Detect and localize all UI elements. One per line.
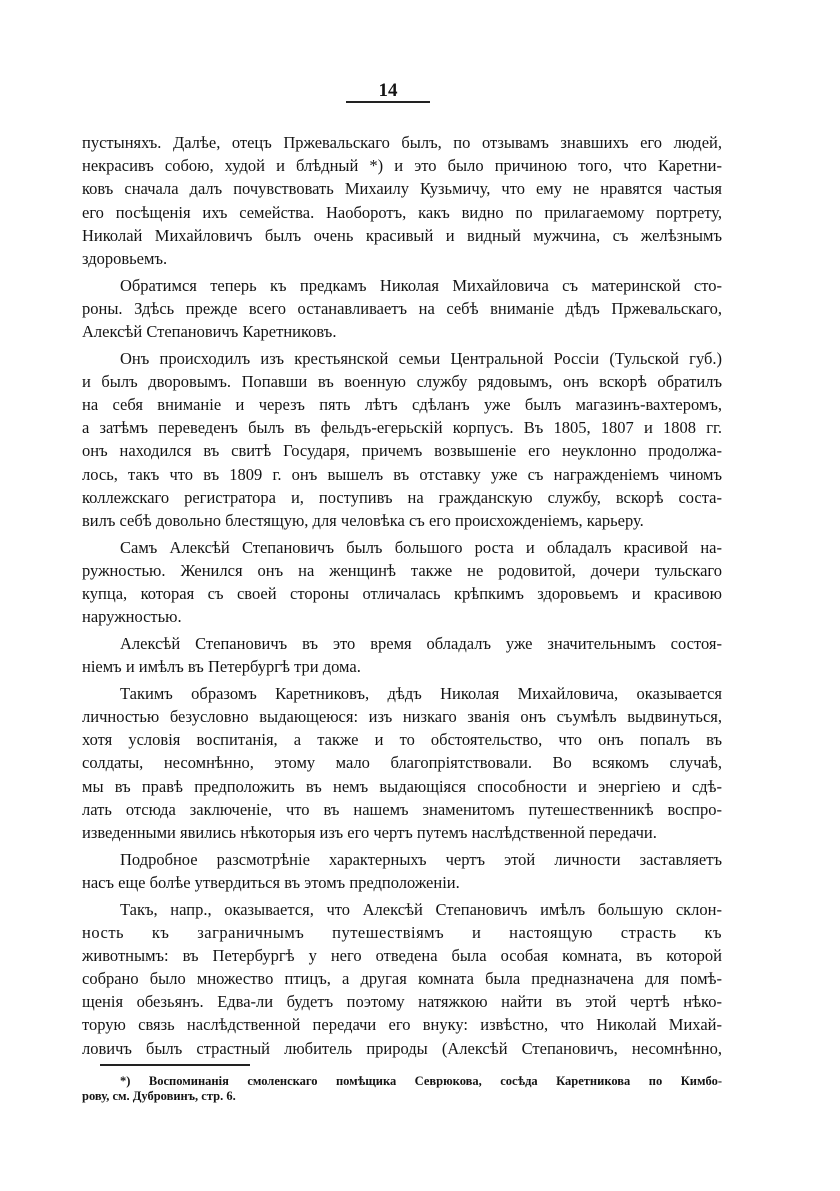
text-line: мы въ правѣ предположить въ немъ выдающіяся способности и энергіею и сдѣ- bbox=[82, 776, 722, 796]
text-line: личностью безусловно выдающеюся: изъ низкаго званія онъ съумѣлъ выдвинуться, bbox=[82, 707, 722, 726]
page-number-rule bbox=[346, 101, 430, 103]
text-line: хотя условія воспитанія, а также и то обстоятельство, что онъ попалъ въ bbox=[82, 730, 722, 750]
text-line: лать отсюда заключеніе, что въ нашемъ знаменитомъ путешественникѣ воспро- bbox=[82, 799, 722, 819]
text-line: щенія обезьянъ. Едва-ли будетъ поэтому натяжкою найти въ этой чертѣ нѣко- bbox=[82, 992, 722, 1012]
text-line: вилъ себѣ довольно блестящую, для человѣка съ его происхожденіемъ, карьеру. bbox=[82, 511, 644, 530]
text-line: а затѣмъ переведенъ былъ въ фельдъ-егерьскій корпусъ. Въ 1805, 1807 и 1808 гг. bbox=[82, 418, 722, 438]
page-number: 14 bbox=[378, 80, 398, 101]
text-line: Обратимся теперь къ предкамъ Николая Михайловича съ материнской сто- bbox=[120, 275, 722, 295]
text-line: ность къ заграничнымъ путешествіямъ и настоящую страсть къ bbox=[82, 922, 722, 942]
text-line: солдаты, несомнѣнно, этому мало благопріятствовали. Во всякомъ случаѣ, bbox=[82, 753, 722, 773]
paragraph bbox=[82, 131, 722, 270]
body-text bbox=[82, 131, 722, 1060]
text-line: изведенными явились нѣкоторыя изъ его чертъ путемъ наслѣдственной передачи. bbox=[82, 822, 657, 842]
paragraph bbox=[82, 274, 722, 344]
footnote-line: рову, см. Дубровинъ, стр. 6. bbox=[82, 1089, 236, 1103]
text-line: его посѣщенія ихъ семейства. Наоборотъ, какъ видно по прилагаемому портрету, bbox=[82, 202, 722, 222]
text-line: лось, такъ что въ 1809 г. онъ вышелъ въ отставку уже съ награжденіемъ чиномъ bbox=[82, 464, 722, 484]
paragraph bbox=[82, 536, 722, 629]
text-line: здоровьемъ. bbox=[82, 248, 168, 268]
footnote-line: *) Воспоминанія смоленскаго помѣщика Севрюкова, сосѣда Каретникова по Кимбо- bbox=[120, 1074, 722, 1088]
text-line: животнымъ: въ Петербургѣ у него отведена была особая комната, въ которой bbox=[82, 945, 722, 965]
paragraph bbox=[82, 347, 722, 533]
text-line: ковъ сначала далъ почувствовать Михаилу Кузьмичу, что ему не нравятся частыя bbox=[82, 179, 722, 199]
text-line: насъ еще болѣе утвердиться въ этомъ предположеніи. bbox=[82, 872, 460, 892]
paragraph bbox=[82, 682, 722, 844]
text-line: Алексѣй Степановичъ въ это время обладалъ уже значительнымъ состоя- bbox=[120, 633, 722, 653]
text-line: Николай Михайловичъ былъ очень красивый и видный мужчина, съ желѣзнымъ bbox=[82, 225, 722, 245]
paragraph bbox=[82, 632, 722, 678]
text-line: Такимъ образомъ Каретниковъ, дѣдъ Николая Михайловича, оказывается bbox=[120, 683, 722, 703]
footnote-rule bbox=[100, 1064, 250, 1066]
paragraph bbox=[82, 898, 722, 1060]
footnote bbox=[82, 1074, 722, 1104]
text-line: ловичъ былъ страстный любитель природы (Алексѣй Степановичъ, несомнѣнно, bbox=[82, 1038, 722, 1058]
text-line: пустыняхъ. Далѣе, отецъ Пржевальскаго былъ, по отзывамъ знавшихъ его людей, bbox=[82, 133, 722, 152]
text-line: роны. Здѣсь прежде всего останавливаетъ на себѣ вниманіе дѣдъ Пржевальскаго, bbox=[82, 298, 722, 318]
text-line: ніемъ и имѣлъ въ Петербургѣ три дома. bbox=[82, 657, 361, 677]
text-line: наружностью. bbox=[82, 607, 182, 627]
text-line: коллежскаго регистратора и, поступивъ на гражданскую службу, вскорѣ соста- bbox=[82, 487, 722, 507]
text-line: Алексѣй Степановичъ Каретниковъ. bbox=[82, 322, 337, 341]
text-line: Онъ происходилъ изъ крестьянской семьи Центральной Россіи (Тульской губ.) bbox=[120, 348, 722, 368]
text-line: Такъ, напр., оказывается, что Алексѣй Степановичъ имѣлъ большую склон- bbox=[120, 899, 722, 919]
paragraph bbox=[82, 848, 722, 894]
text-line: на себя вниманіе и черезъ пять лѣтъ сдѣланъ уже былъ магазинъ-вахтеромъ, bbox=[82, 395, 722, 415]
text-line: онъ находился въ свитѣ Государя, причемъ возвышеніе его неуклонно продолжа- bbox=[82, 441, 722, 461]
text-line: ружностью. Женился онъ на женщинѣ также не родовитой, дочери тульскаго bbox=[82, 560, 722, 580]
text-line: собрано было множество птицъ, а другая комната была предназначена для помѣ- bbox=[82, 969, 722, 989]
text-line: некрасивъ собою, худой и блѣдный *) и это было причиною того, что Каретни- bbox=[82, 156, 722, 176]
text-line: и былъ дворовымъ. Попавши въ военную службу рядовымъ, онъ вскорѣ обратилъ bbox=[82, 371, 722, 391]
text-line: торую связь наслѣдственной передачи его внуку: извѣстно, что Николай Михай- bbox=[82, 1015, 722, 1035]
text-line: Подробное разсмотрѣніе характерныхъ чертъ этой личности заставляетъ bbox=[120, 849, 722, 869]
text-line: Самъ Алексѣй Степановичъ былъ большого роста и обладалъ красивой на- bbox=[120, 537, 722, 557]
text-line: купца, которая съ своей стороны отличалась крѣпкимъ здоровьемъ и красивою bbox=[82, 584, 722, 604]
